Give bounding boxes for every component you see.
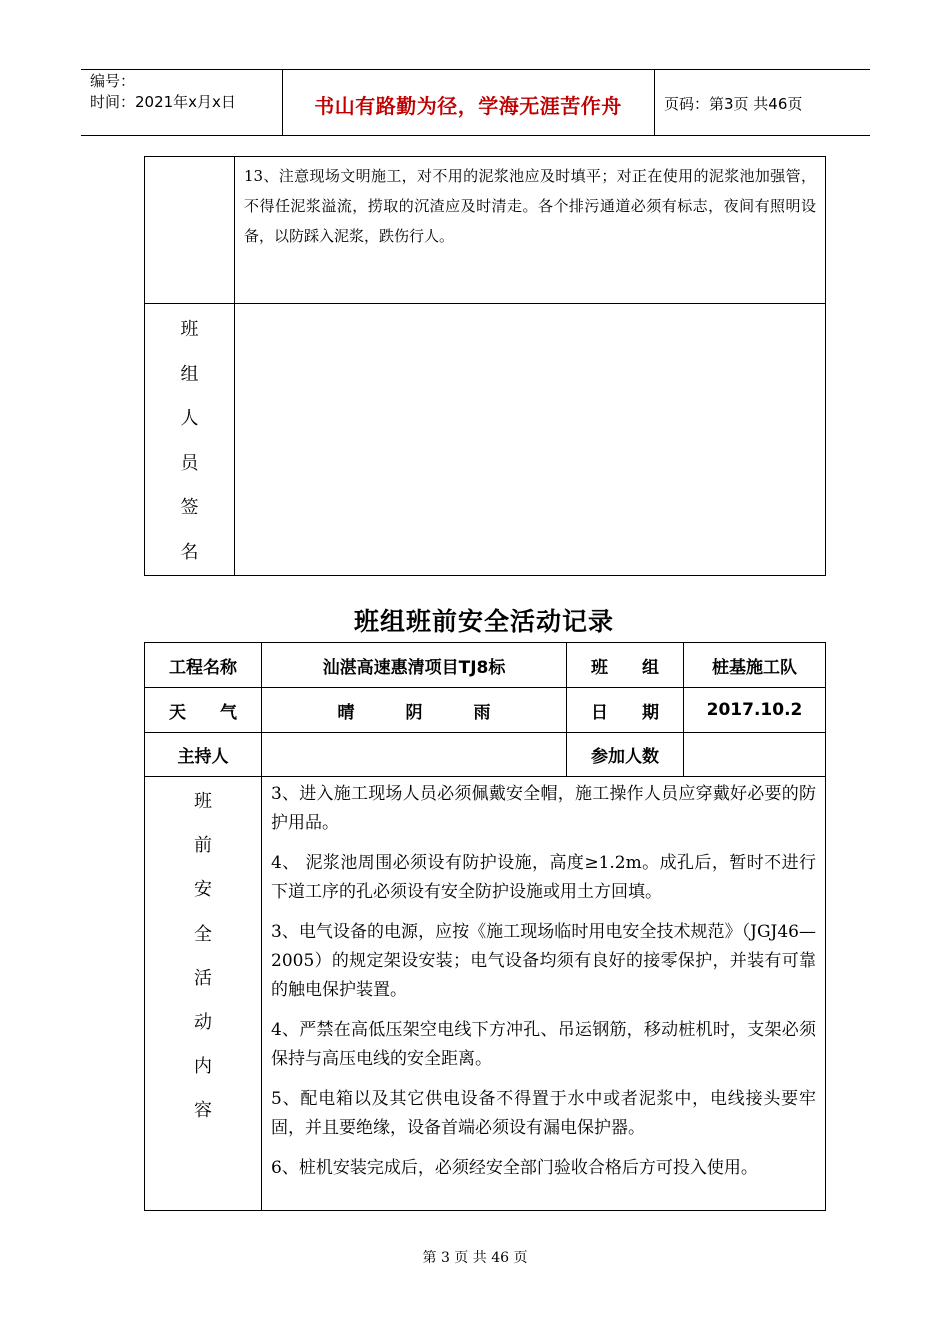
signature-label-char: 班 (180, 319, 199, 340)
signature-label-char: 人 (180, 408, 199, 429)
activity-label-char: 前 (194, 835, 212, 857)
activity-item: 3、进入施工现场人员必须佩戴安全帽，施工操作人员应穿戴好必要的防护用品。 (271, 784, 816, 833)
header-top-rule (81, 69, 870, 70)
signature-label-char: 名 (180, 541, 199, 563)
continuation-table (144, 156, 826, 576)
activity-item: 4、 泥浆池周围必须设有防护设施，高度≥1.2m。成孔后，暂时不进行下道工序的孔必须设有安全防护设施或用土方回填。 (271, 853, 816, 902)
header-page-info: 页码：第3页 共46页 (664, 95, 803, 113)
activity-item: 5、配电箱以及其它供电设备不得置于水中或者泥浆中，电线接头要牢固，并且要绝缘，设备首端必须设有漏电保护器。 (271, 1089, 816, 1138)
signature-label-char: 签 (180, 497, 199, 518)
activity-label-char: 全 (194, 923, 212, 945)
participants-label: 参加人数 (567, 733, 684, 777)
host-value (262, 733, 567, 777)
document-title: 班组班前安全活动记录 (353, 607, 614, 636)
signature-area (235, 304, 826, 576)
activity-label-char: 容 (194, 1100, 212, 1122)
header-divider (654, 69, 655, 136)
date-label: 日 期 (567, 688, 684, 733)
project-name-label: 工程名称 (145, 643, 262, 688)
header-motto: 书山有路勤为径，学海无涯苦作舟 (314, 94, 622, 118)
page-footer: 第 3 页 共 46 页 (422, 1250, 528, 1266)
time-label: 时间：2021年x月x日 (90, 93, 236, 111)
weather-value: 晴 阴 雨 (262, 688, 567, 733)
team-value: 桩基施工队 (684, 643, 826, 688)
participants-value (684, 733, 826, 777)
activity-item: 3、电气设备的电源，应按《施工现场临时用电安全技术规范》（JGJ46—2005）的规定架设安装；电气设备均须有良好的接零保护，并装有可靠的触电保护装置。 (271, 922, 816, 1000)
date-value: 2017.10.2 (684, 688, 826, 733)
activity-label-char: 动 (194, 1012, 212, 1034)
continuation-content (235, 157, 826, 304)
activity-content (262, 777, 826, 1211)
team-label: 班 组 (567, 643, 684, 688)
activity-label-cell (145, 777, 262, 1211)
item-13-text: 13、注意现场文明施工，对不用的泥浆池应及时填平；对正在使用的泥浆池加强管，不得任泥浆溢流，捞取的沉渣应及时清走。各个排污通道必须有标志，夜间有照明设备，以防踩入泥浆，跌伤行人。 (244, 167, 816, 245)
host-label: 主持人 (145, 733, 262, 777)
signature-label-char: 组 (180, 363, 199, 385)
header-meta (90, 71, 236, 113)
project-name-value: 汕湛高速惠清项目TJ8标 (262, 643, 567, 688)
signature-label-cell (145, 304, 235, 576)
header-bottom-rule (81, 135, 870, 136)
serial-label: 编号： (90, 72, 136, 90)
activity-label-char: 内 (194, 1056, 212, 1078)
activity-label-char: 班 (194, 791, 212, 812)
activity-item: 6、桩机安装完成后，必须经安全部门验收合格后方可投入使用。 (271, 1158, 758, 1178)
activity-label-char: 活 (194, 967, 212, 989)
activity-record-table (144, 642, 826, 1211)
activity-label (145, 777, 261, 1134)
empty-label-cell (145, 157, 235, 304)
signature-label-char: 员 (180, 452, 199, 474)
weather-label: 天 气 (145, 688, 262, 733)
activity-label-char: 安 (194, 879, 212, 901)
activity-item: 4、严禁在高低压架空电线下方冲孔、吊运钢筋，移动桩机时，支架必须保持与高压电线的安全距离。 (271, 1020, 816, 1069)
